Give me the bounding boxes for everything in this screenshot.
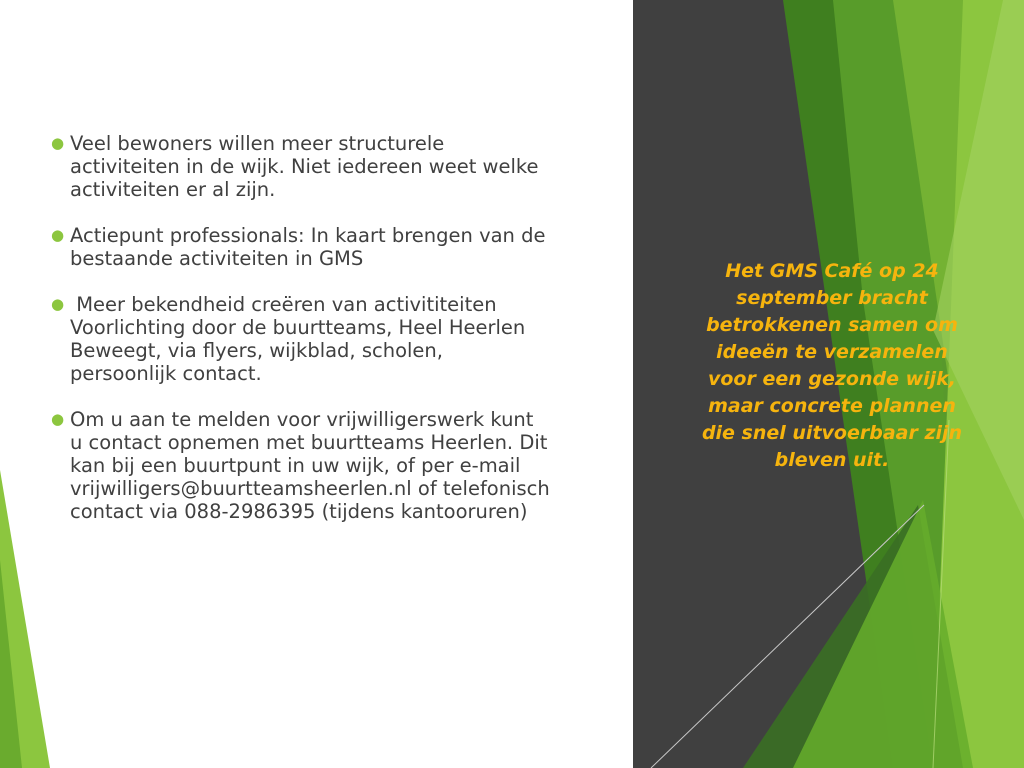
bullet-item (50, 132, 610, 201)
bullet-text-line: activiteiten in de wijk. Niet iedereen weet welke (70, 155, 539, 178)
bullet-item (50, 408, 610, 523)
bullet-text-line: contact via 088-2986395 (tijdens kantooruren) (70, 500, 528, 523)
callout-line: voor een gezonde wijk, (707, 368, 957, 390)
callout-line: Het GMS Café op 24 (725, 260, 939, 282)
callout-line: die snel uitvoerbaar zijn (701, 422, 963, 444)
bullet-text-line: Beweegt, via flyers, wijkblad, scholen, (70, 339, 443, 362)
callout-text (672, 258, 992, 474)
bullet-text-line: Actiepunt professionals: In kaart brengen van de (70, 224, 546, 247)
bullet-text-line: u contact opnemen met buurtteams Heerlen. Dit (70, 431, 548, 454)
round-bullet-icon: ● (51, 295, 65, 313)
callout-line: september bracht (736, 287, 928, 309)
bullet-text-line: Voorlichting door de buurtteams, Heel Heerlen (70, 316, 526, 339)
bullet-text-line: vrijwilligers@buurtteamsheerlen.nl of telefonisch (70, 477, 550, 500)
callout-line: bleven uit. (774, 449, 890, 471)
bullet-text-line: bestaande activiteiten in GMS (70, 247, 364, 270)
bullet-text-line: kan bij een buurtpunt in uw wijk, of per e-mail (70, 454, 521, 477)
round-bullet-icon: ● (51, 134, 65, 152)
round-bullet-icon: ● (51, 226, 65, 244)
bullet-list (50, 132, 610, 546)
bullet-item (50, 293, 610, 385)
bullet-text-line: persoonlijk contact. (70, 362, 262, 385)
round-bullet-icon: ● (51, 410, 65, 428)
bullet-text-line: Om u aan te melden voor vrijwilligerswerk kunt (70, 408, 534, 431)
bullet-item (50, 224, 610, 270)
callout-line: ideeën te verzamelen (716, 341, 948, 363)
callout-line: maar concrete plannen (708, 395, 956, 417)
bullet-text-line: Meer bekendheid creëren van activititeiten (70, 293, 497, 316)
bullet-text-line: activiteiten er al zijn. (70, 178, 276, 201)
callout-line: betrokkenen samen om (706, 314, 958, 336)
bullet-text-line: Veel bewoners willen meer structurele (70, 132, 445, 155)
